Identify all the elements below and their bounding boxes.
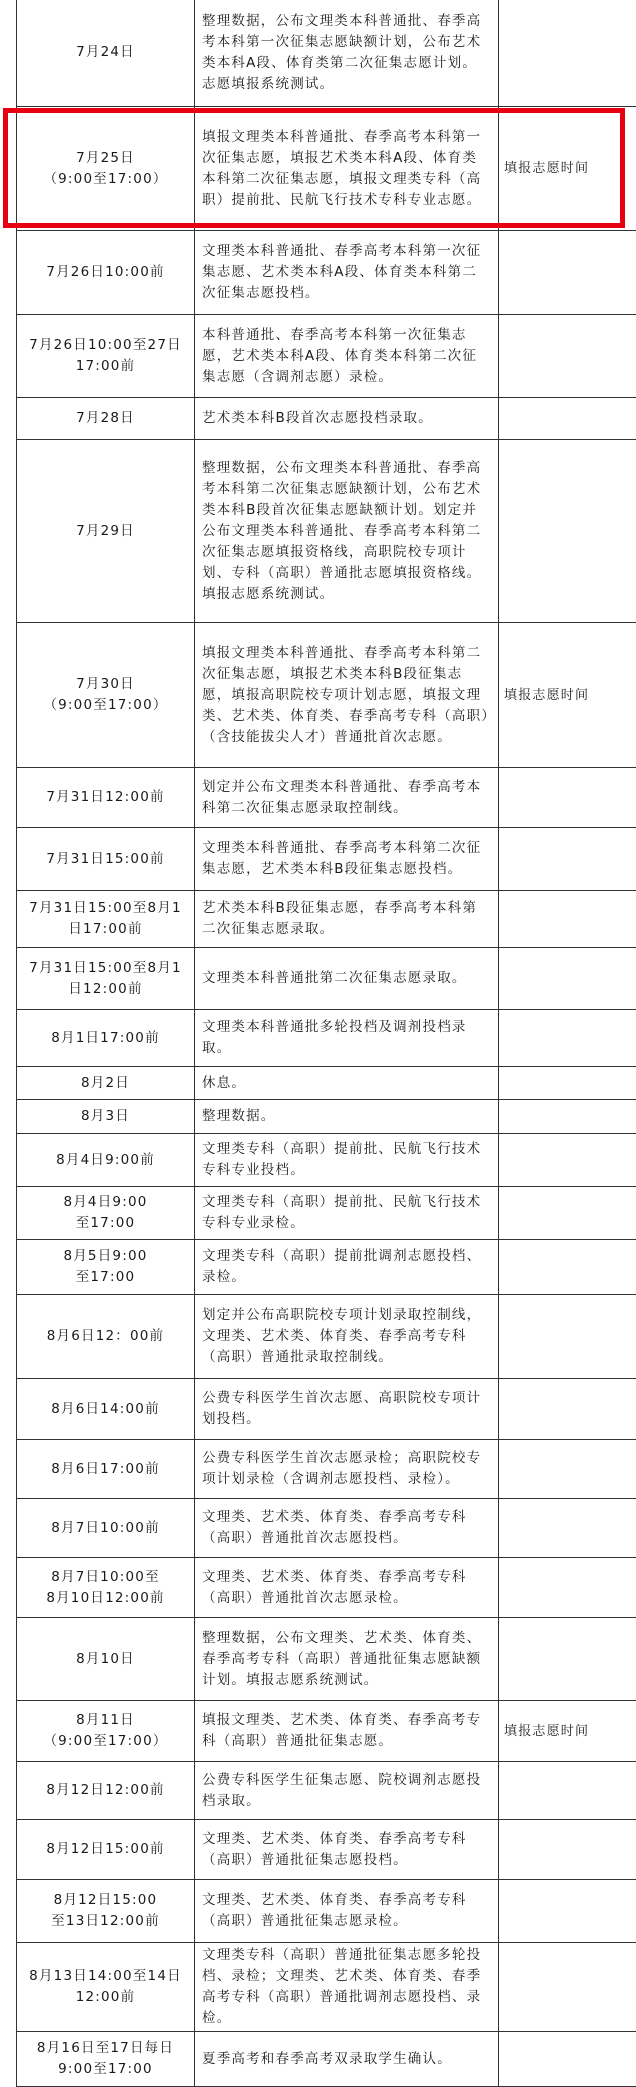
date-cell: 7月28日: [17, 398, 195, 440]
note-cell: [499, 1187, 636, 1240]
task-cell: 文理类专科（高职）提前批、民航飞行技术专科专业录检。: [195, 1187, 499, 1240]
task-cell: 划定并公布高职院校专项计划录取控制线，文理类、艺术类、体育类、春季高考专科（高职）普通批录取控制线。: [195, 1295, 499, 1379]
date-cell: 8月4日9:00 至17:00: [17, 1187, 195, 1240]
task-cell: 文理类、艺术类、体育类、春季高考专科（高职）普通批征集志愿录检。: [195, 1880, 499, 1943]
task-cell: 文理类、艺术类、体育类、春季高考专科（高职）普通批征集志愿投档。: [195, 1820, 499, 1880]
date-cell: 8月7日10:00前: [17, 1499, 195, 1558]
table-row: [17, 1295, 636, 1379]
admission-schedule-table: [16, 0, 636, 2087]
table-row: [17, 1440, 636, 1499]
task-cell: 填报文理类本科普通批、春季高考本科第二次征集志愿，填报艺术类本科B段征集志愿，填报高职院校专项计划志愿，填报文理类、艺术类、体育类、春季高考专科（高职）（含技能拔尖人才）普通批首次志愿。: [195, 623, 499, 768]
date-cell: 8月6日14:00前: [17, 1379, 195, 1440]
task-cell: 公费专科医学生首次志愿录检；高职院校专项计划录检（含调剂志愿投档、录检）。: [195, 1440, 499, 1499]
date-cell: 8月2日: [17, 1067, 195, 1100]
note-cell: [499, 231, 636, 315]
task-cell: 文理类、艺术类、体育类、春季高考专科（高职）普通批首次志愿录检。: [195, 1558, 499, 1618]
table-row: [17, 828, 636, 891]
date-cell: 7月31日15:00至8月1日12:00前: [17, 948, 195, 1010]
table-row: [17, 1499, 636, 1558]
task-cell: 整理数据，公布文理类本科普通批、春季高考本科第二次征集志愿缺额计划，公布艺术类本科B段首次征集志愿缺额计划。划定并公布文理类本科普通批、春季高考本科第二次征集志愿填报资格线，高职院校专项计划、专科（高职）普通批志愿填报资格线。填报志愿系统测试。: [195, 440, 499, 623]
table-row: [17, 1820, 636, 1880]
task-cell: 整理数据。: [195, 1100, 499, 1134]
date-cell: 8月1日17:00前: [17, 1010, 195, 1067]
note-cell: [499, 768, 636, 828]
task-cell: 文理类本科普通批、春季高考本科第二次征集志愿，艺术类本科B段征集志愿投档。: [195, 828, 499, 891]
note-cell: [499, 1379, 636, 1440]
note-cell: [499, 1558, 636, 1618]
note-cell: [499, 440, 636, 623]
table-row: [17, 1880, 636, 1943]
note-cell: [499, 1618, 636, 1701]
date-cell: 8月4日9:00前: [17, 1134, 195, 1187]
note-cell: [499, 1440, 636, 1499]
date-cell: 8月11日 （9:00至17:00）: [17, 1701, 195, 1762]
note-cell: 填报志愿时间: [499, 623, 636, 768]
task-cell: 划定并公布文理类本科普通批、春季高考本科第二次征集志愿录取控制线。: [195, 768, 499, 828]
table-row: [17, 0, 636, 107]
note-cell: [499, 1134, 636, 1187]
date-cell: 8月7日10:00至 8月10日12:00前: [17, 1558, 195, 1618]
table-row: [17, 623, 636, 768]
task-cell: 本科普通批、春季高考本科第一次征集志愿，艺术类本科A段、体育类本科第二次征集志愿（含调剂志愿）录检。: [195, 315, 499, 398]
task-cell: 艺术类本科B段首次志愿投档录取。: [195, 398, 499, 440]
date-cell: 7月31日15:00至8月1日17:00前: [17, 891, 195, 948]
note-cell: [499, 0, 636, 107]
date-cell: 7月31日15:00前: [17, 828, 195, 891]
date-cell: 8月6日17:00前: [17, 1440, 195, 1499]
note-cell: [499, 1100, 636, 1134]
date-cell: 8月13日14:00至14日12:00前: [17, 1943, 195, 2032]
task-cell: 文理类专科（高职）提前批调剂志愿投档、录检。: [195, 1240, 499, 1295]
task-cell: 公费专科医学生首次志愿、高职院校专项计划投档。: [195, 1379, 499, 1440]
note-cell: [499, 315, 636, 398]
note-cell: [499, 1240, 636, 1295]
date-cell: 8月12日15:00前: [17, 1820, 195, 1880]
note-cell: [499, 1295, 636, 1379]
task-cell: 整理数据，公布文理类本科普通批、春季高考本科第一次征集志愿缺额计划，公布艺术类本科A段、体育类第二次征集志愿计划。志愿填报系统测试。: [195, 0, 499, 107]
date-cell: 8月10日: [17, 1618, 195, 1701]
task-cell: 填报文理类本科普通批、春季高考本科第一次征集志愿，填报艺术类本科A段、体育类本科第二次征集志愿，填报文理类专科（高职）提前批、民航飞行技术专科专业志愿。: [195, 107, 499, 231]
table-row: [17, 1100, 636, 1134]
task-cell: 文理类本科普通批第二次征集志愿录取。: [195, 948, 499, 1010]
task-cell: 文理类本科普通批、春季高考本科第一次征集志愿、艺术类本科A段、体育类本科第二次征集志愿投档。: [195, 231, 499, 315]
date-cell: 8月5日9:00 至17:00: [17, 1240, 195, 1295]
table-row: [17, 315, 636, 398]
note-cell: [499, 828, 636, 891]
task-cell: 文理类专科（高职）提前批、民航飞行技术专科专业投档。: [195, 1134, 499, 1187]
table-row: [17, 768, 636, 828]
task-cell: 填报文理类、艺术类、体育类、春季高考专科（高职）普通批征集志愿。: [195, 1701, 499, 1762]
date-cell: 8月16日至17日每日 9:00至17:00: [17, 2032, 195, 2087]
table-row: [17, 231, 636, 315]
table-row: [17, 1134, 636, 1187]
task-cell: 休息。: [195, 1067, 499, 1100]
table-row: [17, 398, 636, 440]
date-cell: 7月25日 （9:00至17:00）: [17, 107, 195, 231]
table-row: [17, 1067, 636, 1100]
date-cell: 7月24日: [17, 0, 195, 107]
date-cell: 8月6日12：00前: [17, 1295, 195, 1379]
note-cell: [499, 891, 636, 948]
note-cell: [499, 2032, 636, 2087]
note-cell: [499, 1067, 636, 1100]
table-row: [17, 1187, 636, 1240]
note-cell: [499, 948, 636, 1010]
date-cell: 7月26日10:00前: [17, 231, 195, 315]
table-row: [17, 1379, 636, 1440]
table-row: [17, 1701, 636, 1762]
schedule-rows: [17, 0, 636, 2087]
table-row: [17, 2032, 636, 2087]
table-row: [17, 440, 636, 623]
task-cell: 文理类专科（高职）普通批征集志愿多轮投档、录检；文理类、艺术类、体育类、春季高考专科（高职）普通批调剂志愿投档、录检。: [195, 1943, 499, 2032]
task-cell: 艺术类本科B段征集志愿，春季高考本科第二次征集志愿录取。: [195, 891, 499, 948]
date-cell: 7月26日10:00至27日17:00前: [17, 315, 195, 398]
note-cell: [499, 1762, 636, 1820]
table-row: [17, 948, 636, 1010]
date-cell: 8月12日15:00 至13日12:00前: [17, 1880, 195, 1943]
table-row: [17, 1943, 636, 2032]
task-cell: 整理数据，公布文理类、艺术类、体育类、春季高考专科（高职）普通批征集志愿缺额计划。填报志愿系统测试。: [195, 1618, 499, 1701]
note-cell: [499, 1880, 636, 1943]
task-cell: 文理类、艺术类、体育类、春季高考专科（高职）普通批首次志愿投档。: [195, 1499, 499, 1558]
date-cell: 7月29日: [17, 440, 195, 623]
note-cell: 填报志愿时间: [499, 1701, 636, 1762]
task-cell: 文理类本科普通批多轮投档及调剂投档录取。: [195, 1010, 499, 1067]
note-cell: [499, 1820, 636, 1880]
table-row: [17, 1010, 636, 1067]
date-cell: 8月12日12:00前: [17, 1762, 195, 1820]
table-row: [17, 1240, 636, 1295]
date-cell: 7月31日12:00前: [17, 768, 195, 828]
task-cell: 公费专科医学生征集志愿、院校调剂志愿投档录取。: [195, 1762, 499, 1820]
table-row: [17, 1618, 636, 1701]
note-cell: [499, 1499, 636, 1558]
table-row: [17, 1762, 636, 1820]
table-row: [17, 891, 636, 948]
note-cell: [499, 398, 636, 440]
highlight-box: [3, 108, 625, 228]
task-cell: 夏季高考和春季高考双录取学生确认。: [195, 2032, 499, 2087]
note-cell: [499, 1943, 636, 2032]
note-cell: [499, 1010, 636, 1067]
note-cell: 填报志愿时间: [499, 107, 636, 231]
date-cell: 7月30日 （9:00至17:00）: [17, 623, 195, 768]
table-row: [17, 1558, 636, 1618]
date-cell: 8月3日: [17, 1100, 195, 1134]
